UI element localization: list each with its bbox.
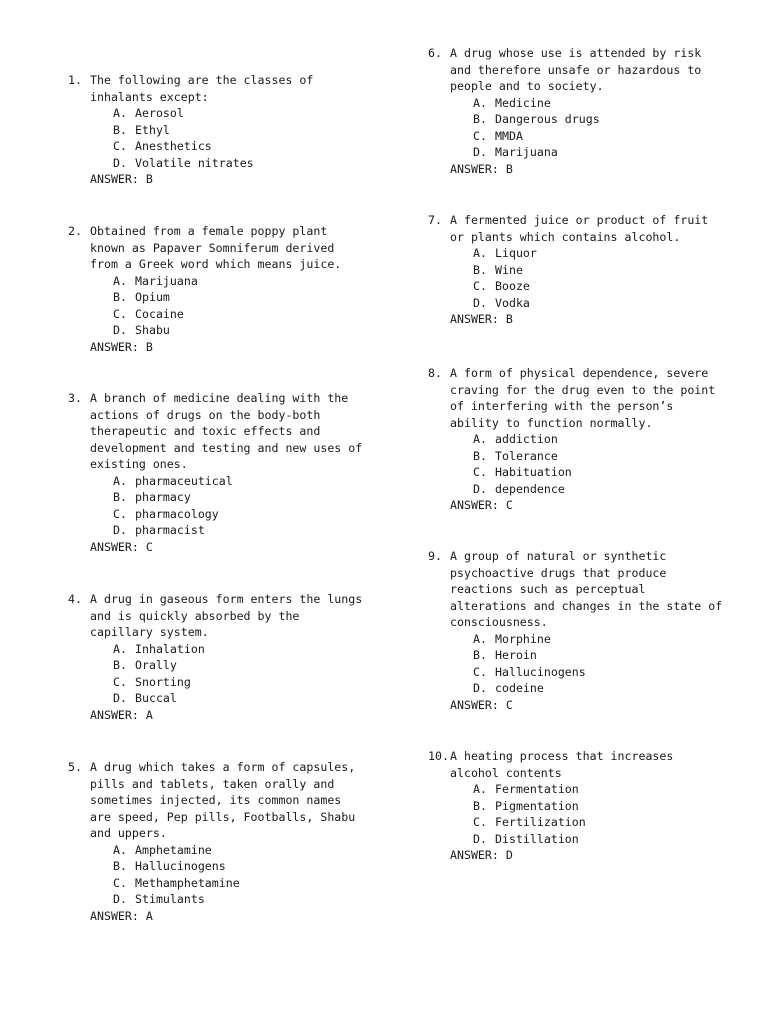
option-letter: D.	[113, 323, 127, 337]
option-letter: A.	[473, 432, 487, 446]
question-4	[68, 591, 362, 723]
answer-key: ANSWER: B	[90, 172, 153, 186]
option-item	[473, 647, 722, 664]
option-item	[473, 295, 708, 312]
option-item	[473, 245, 708, 262]
answer-key: ANSWER: D	[450, 848, 513, 862]
option-text: pharmacology	[135, 506, 219, 521]
option-letter: B.	[473, 262, 487, 277]
option-item	[113, 891, 355, 908]
option-letter: B.	[113, 490, 127, 504]
option-text: Snorting	[135, 674, 191, 689]
question-number: 9.	[428, 549, 442, 563]
option-letter: D.	[113, 892, 127, 906]
option-text: Heroin	[495, 648, 537, 662]
option-letter: B.	[473, 648, 487, 662]
option-text: Stimulants	[135, 892, 205, 906]
option-item	[473, 144, 701, 161]
option-letter: C.	[473, 279, 487, 293]
option-item	[473, 464, 715, 481]
option-item	[113, 858, 355, 875]
option-list	[68, 473, 362, 539]
question-10	[428, 748, 673, 864]
answer-key: ANSWER: B	[90, 339, 153, 354]
option-text: Shabu	[135, 323, 170, 337]
option-item	[473, 798, 673, 815]
answer-key: ANSWER: C	[90, 539, 153, 554]
option-item	[473, 262, 708, 279]
option-text: dependence	[495, 481, 565, 496]
option-letter: A.	[473, 95, 487, 110]
answer-key: ANSWER: C	[450, 697, 513, 712]
question-number: 6.	[428, 46, 442, 60]
question-1	[68, 72, 313, 188]
answer-key: ANSWER: A	[90, 908, 153, 923]
question-stem: A drug whose use is attended by risk and therefore unsafe or hazardous to people and to society.	[450, 46, 702, 93]
option-letter: C.	[113, 139, 127, 153]
option-item	[113, 155, 313, 172]
option-text: Medicine	[495, 95, 551, 110]
option-letter: A.	[113, 273, 127, 288]
option-letter: B.	[473, 798, 487, 813]
option-text: Habituation	[495, 465, 572, 479]
option-letter: A.	[473, 246, 487, 260]
option-letter: C.	[473, 664, 487, 679]
option-item	[113, 306, 341, 323]
option-item	[473, 431, 715, 448]
option-text: Marijuana	[135, 273, 198, 288]
question-stem: A form of physical dependence, severe craving for the drug even to the point of interfering with the person’s ability to function normally.	[450, 366, 716, 430]
question-7	[428, 212, 708, 328]
option-letter: D.	[473, 295, 487, 310]
option-item	[473, 481, 715, 498]
option-item	[113, 875, 355, 892]
question-number: 1.	[68, 73, 82, 87]
option-text: Morphine	[495, 631, 551, 646]
question-8	[428, 365, 715, 514]
answer-key: ANSWER: B	[450, 161, 513, 176]
question-5	[68, 759, 355, 924]
option-letter: B.	[113, 122, 127, 137]
option-text: Fertilization	[495, 815, 586, 829]
answer-key: ANSWER: A	[90, 707, 153, 722]
option-letter: D.	[473, 681, 487, 695]
option-text: Tolerance	[495, 448, 558, 463]
option-letter: B.	[473, 448, 487, 463]
option-text: Amphetamine	[135, 842, 212, 857]
option-item	[113, 138, 313, 155]
option-text: Volatile nitrates	[135, 155, 254, 170]
question-stem: A fermented juice or product of fruit or plants which contains alcohol.	[450, 213, 709, 244]
option-list	[68, 641, 362, 707]
option-list	[68, 273, 341, 339]
option-item	[113, 674, 362, 691]
option-item	[113, 641, 362, 658]
option-letter: B.	[113, 859, 127, 873]
option-item	[473, 278, 708, 295]
option-item	[473, 128, 701, 145]
question-stem: The following are the classes of inhalants except:	[90, 73, 314, 104]
option-text: Anesthetics	[135, 139, 212, 153]
option-letter: A.	[113, 106, 127, 120]
question-number: 10.	[428, 749, 449, 763]
option-text: Hallucinogens	[135, 859, 226, 873]
option-item	[113, 489, 362, 506]
option-item	[113, 690, 362, 707]
option-letter: C.	[473, 465, 487, 479]
option-text: Marijuana	[495, 145, 558, 159]
option-text: Liquor	[495, 246, 537, 260]
option-letter: D.	[473, 145, 487, 159]
option-letter: D.	[113, 523, 127, 537]
option-list	[428, 631, 722, 697]
option-item	[113, 657, 362, 674]
question-number: 4.	[68, 592, 82, 606]
option-item	[113, 273, 341, 290]
option-item	[473, 814, 673, 831]
option-item	[473, 831, 673, 848]
option-item	[113, 842, 355, 859]
option-letter: C.	[113, 306, 127, 321]
option-list	[428, 245, 708, 311]
option-item	[473, 111, 701, 128]
option-text: MMDA	[495, 128, 523, 143]
option-letter: A.	[113, 842, 127, 857]
option-list	[68, 842, 355, 908]
option-item	[113, 122, 313, 139]
option-item	[113, 322, 341, 339]
question-number: 5.	[68, 760, 82, 774]
option-text: Fermentation	[495, 782, 579, 796]
option-letter: C.	[113, 506, 127, 521]
option-text: Aerosol	[135, 106, 184, 120]
option-text: Distillation	[495, 831, 579, 846]
question-stem: A drug in gaseous form enters the lungs and is quickly absorbed by the capillary system.	[90, 592, 363, 639]
question-number: 7.	[428, 213, 442, 227]
option-list	[428, 431, 715, 497]
option-letter: D.	[113, 155, 127, 170]
option-letter: B.	[113, 658, 127, 672]
option-text: Buccal	[135, 691, 177, 705]
option-text: Cocaine	[135, 306, 184, 321]
option-text: pharmaceutical	[135, 473, 233, 488]
option-list	[68, 105, 313, 171]
option-text: pharmacist	[135, 523, 205, 537]
option-item	[473, 680, 722, 697]
option-text: addiction	[495, 432, 558, 446]
answer-key: ANSWER: C	[450, 498, 513, 512]
option-letter: A.	[473, 782, 487, 796]
option-text: Opium	[135, 290, 170, 304]
option-text: pharmacy	[135, 490, 191, 504]
option-item	[113, 473, 362, 490]
option-letter: B.	[113, 290, 127, 304]
option-text: Methamphetamine	[135, 875, 240, 890]
option-text: Ethyl	[135, 122, 170, 137]
option-text: Hallucinogens	[495, 664, 586, 679]
option-item	[113, 105, 313, 122]
option-text: Wine	[495, 262, 523, 277]
option-letter: A.	[473, 631, 487, 646]
question-2	[68, 223, 341, 355]
question-stem: A heating process that increases alcohol contents	[450, 749, 674, 780]
option-letter: B.	[473, 112, 487, 126]
option-item	[473, 448, 715, 465]
option-text: Vodka	[495, 295, 530, 310]
option-list	[428, 95, 701, 161]
question-number: 3.	[68, 391, 82, 405]
option-letter: C.	[113, 674, 127, 689]
option-letter: D.	[473, 481, 487, 496]
option-item	[473, 95, 701, 112]
option-list	[428, 781, 673, 847]
option-item	[473, 781, 673, 798]
option-text: Dangerous drugs	[495, 112, 600, 126]
question-6	[428, 45, 701, 177]
option-letter: A.	[113, 473, 127, 488]
option-letter: D.	[473, 831, 487, 846]
question-stem: A group of natural or synthetic psychoactive drugs that produce reactions such as perceptual alterations and changes in the state of consciousness.	[450, 549, 723, 629]
option-text: Orally	[135, 658, 177, 672]
option-text: Booze	[495, 279, 530, 293]
question-number: 2.	[68, 224, 82, 238]
question-stem: A branch of medicine dealing with the actions of drugs on the body-both therapeutic and toxic effects and development and testing and new uses of existing ones.	[90, 391, 363, 471]
question-number: 8.	[428, 366, 442, 380]
option-item	[113, 522, 362, 539]
question-3	[68, 390, 362, 555]
option-letter: D.	[113, 691, 127, 705]
option-text: codeine	[495, 681, 544, 695]
question-9	[428, 548, 722, 713]
option-letter: C.	[113, 875, 127, 890]
option-letter: C.	[473, 815, 487, 829]
option-item	[113, 506, 362, 523]
question-stem: Obtained from a female poppy plant known as Papaver Somniferum derived from a Greek word which means juice.	[90, 224, 342, 271]
option-item	[473, 631, 722, 648]
option-text: Pigmentation	[495, 798, 579, 813]
question-stem: A drug which takes a form of capsules, pills and tablets, taken orally and sometimes injected, its common names are speed, Pep pills, Footballs, Shabu and uppers.	[90, 760, 356, 840]
option-item	[113, 289, 341, 306]
option-letter: C.	[473, 128, 487, 143]
option-text: Inhalation	[135, 641, 205, 656]
option-item	[473, 664, 722, 681]
option-letter: A.	[113, 641, 127, 656]
answer-key: ANSWER: B	[450, 312, 513, 326]
